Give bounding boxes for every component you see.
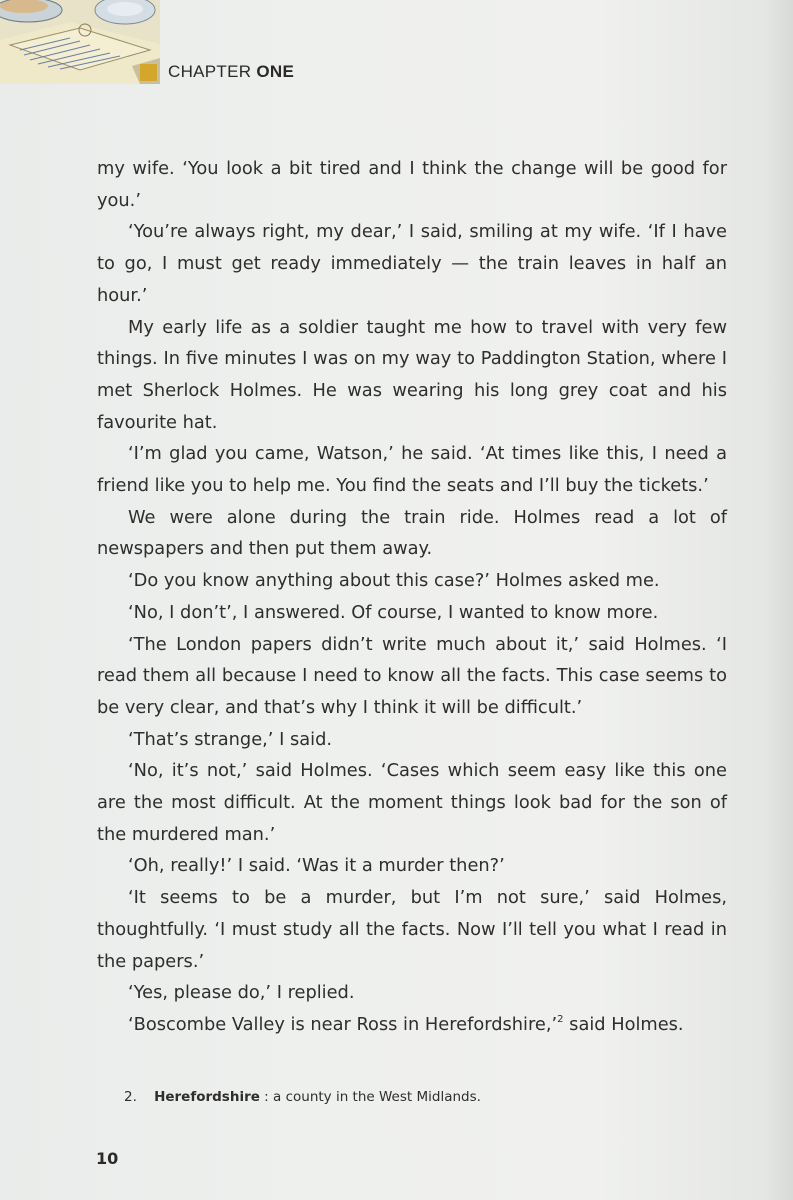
- footnote-number: 2.: [124, 1089, 137, 1105]
- footnote-definition: : a county in the West Midlands.: [259, 1089, 481, 1105]
- paragraph: ‘You’re always right, my dear,’ I said, smiling at my wife. ‘If I have to go, I must get ready immediately — the train leaves in half an hour.’: [97, 221, 727, 306]
- paragraph: my wife. ‘You look a bit tired and I think the change will be good for you.’: [97, 158, 727, 211]
- footnote-term: Herefordshire: [154, 1089, 260, 1105]
- paragraph: ‘That’s strange,’ I said.: [128, 728, 333, 750]
- paragraph-last: [97, 1009, 727, 1041]
- chapter-title: [168, 62, 294, 82]
- page-number: 10: [96, 1149, 119, 1168]
- footnote: [124, 1089, 481, 1105]
- chapter-number: ONE: [256, 62, 295, 81]
- footnote-reference[interactable]: 2: [557, 1013, 564, 1025]
- paragraph: ‘Yes, please do,’ I replied.: [128, 982, 355, 1004]
- chapter-prefix: CHAPTER: [168, 62, 257, 81]
- paragraph: ‘No, I don’t’, I answered. Of course, I wanted to know more.: [128, 601, 659, 623]
- paragraph-last-ending: said Holmes.: [563, 1013, 684, 1035]
- page-gutter-shadow: [763, 0, 793, 1200]
- paragraph: ‘The London papers didn’t write much about it,’ said Holmes. ‘I read them all because I need to know all the facts. This case seems to be very clear, and that’s why I think it will be difficult.’: [97, 633, 727, 718]
- paragraph: ‘Do you know anything about this case?’ Holmes asked me.: [128, 570, 660, 592]
- paragraph: ‘It seems to be a murder, but I’m not sure,’ said Holmes, thoughtfully. ‘I must study all the facts. Now I’ll tell you what I read in the papers.’: [97, 887, 727, 972]
- paragraph-last-text: ‘Boscombe Valley is near Ross in Herefordshire,’: [128, 1013, 558, 1035]
- chapter-illustration: [0, 0, 160, 84]
- story-text: [97, 153, 727, 1041]
- paragraph: My early life as a soldier taught me how to travel with very few things. In five minutes I was on my way to Paddington Station, where I met Sherlock Holmes. He was wearing his long grey coat and his favourite hat.: [97, 316, 727, 433]
- chapter-marker-square: [140, 64, 157, 81]
- paragraph: We were alone during the train ride. Holmes read a lot of newspapers and then put them away.: [97, 506, 727, 560]
- paragraph: ‘Oh, really!’ I said. ‘Was it a murder then?’: [128, 855, 505, 877]
- paragraph: ‘I’m glad you came, Watson,’ he said. ‘At times like this, I need a friend like you to help me. You find the seats and I’ll buy the tickets.’: [97, 443, 727, 497]
- chapter-header: [140, 62, 294, 82]
- breakfast-table-illustration-icon: [0, 0, 160, 84]
- paragraph: ‘No, it’s not,’ said Holmes. ‘Cases which seem easy like this one are the most difficult. At the moment things look bad for the son of the murdered man.’: [97, 760, 727, 845]
